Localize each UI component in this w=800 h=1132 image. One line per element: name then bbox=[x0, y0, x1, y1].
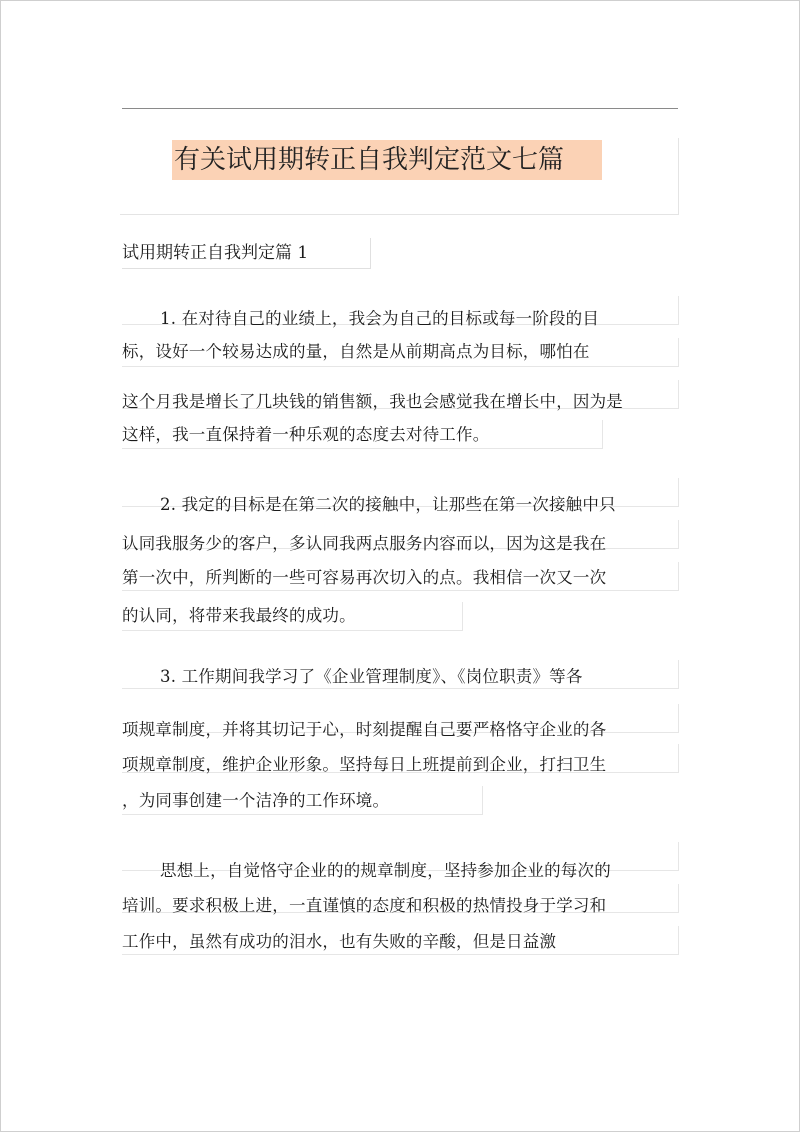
paragraph-line: 的认同，将带来我最终的成功。 bbox=[122, 606, 356, 625]
paragraph-line: 1. 在对待自己的业绩上，我会为自己的目标或每一阶段的目 bbox=[160, 309, 600, 328]
paragraph-line: 标，设好一个较易达成的量，自然是从前期高点为目标，哪怕在 bbox=[122, 342, 590, 361]
header-rule bbox=[122, 108, 678, 109]
paragraph-line: 工作中，虽然有成功的泪水，也有失败的辛酸，但是日益激 bbox=[122, 932, 557, 951]
paragraph-line: 项规章制度，并将其切记于心，时刻提醒自己要严格恪守企业的各 bbox=[122, 720, 607, 739]
paragraph-line: 这个月我是增长了几块钱的销售额，我也会感觉我在增长中，因为是 bbox=[122, 392, 623, 411]
paragraph-line: ，为同事创建一个洁净的工作环境。 bbox=[122, 791, 390, 810]
paragraph-line: 2. 我定的目标是在第二次的接触中，让那些在第一次接触中只 bbox=[160, 495, 616, 514]
paragraph-line: 这样，我一直保持着一种乐观的态度去对待工作。 bbox=[122, 425, 490, 444]
paragraph-line: 项规章制度，维护企业形象。坚持每日上班提前到企业，打扫卫生 bbox=[122, 755, 607, 774]
paragraph-line: 培训。要求积极上进，一直谨慎的态度和积极的热情投身于学习和 bbox=[122, 896, 607, 915]
paragraph-line: 认同我服务少的客户，多认同我两点服务内容而以，因为这是我在 bbox=[122, 534, 607, 553]
document-title: 有关试用期转正自我判定范文七篇 bbox=[172, 140, 602, 180]
paragraph-line: 第一次中，所判断的一些可容易再次切入的点。我相信一次又一次 bbox=[122, 568, 607, 587]
section-heading: 试用期转正自我判定篇 1 bbox=[122, 238, 371, 269]
paragraph-line: 3. 工作期间我学习了《企业管理制度》、《岗位职责》等各 bbox=[160, 667, 583, 686]
paragraph-line: 思想上，自觉恪守企业的的规章制度，坚持参加企业的每次的 bbox=[160, 861, 611, 880]
